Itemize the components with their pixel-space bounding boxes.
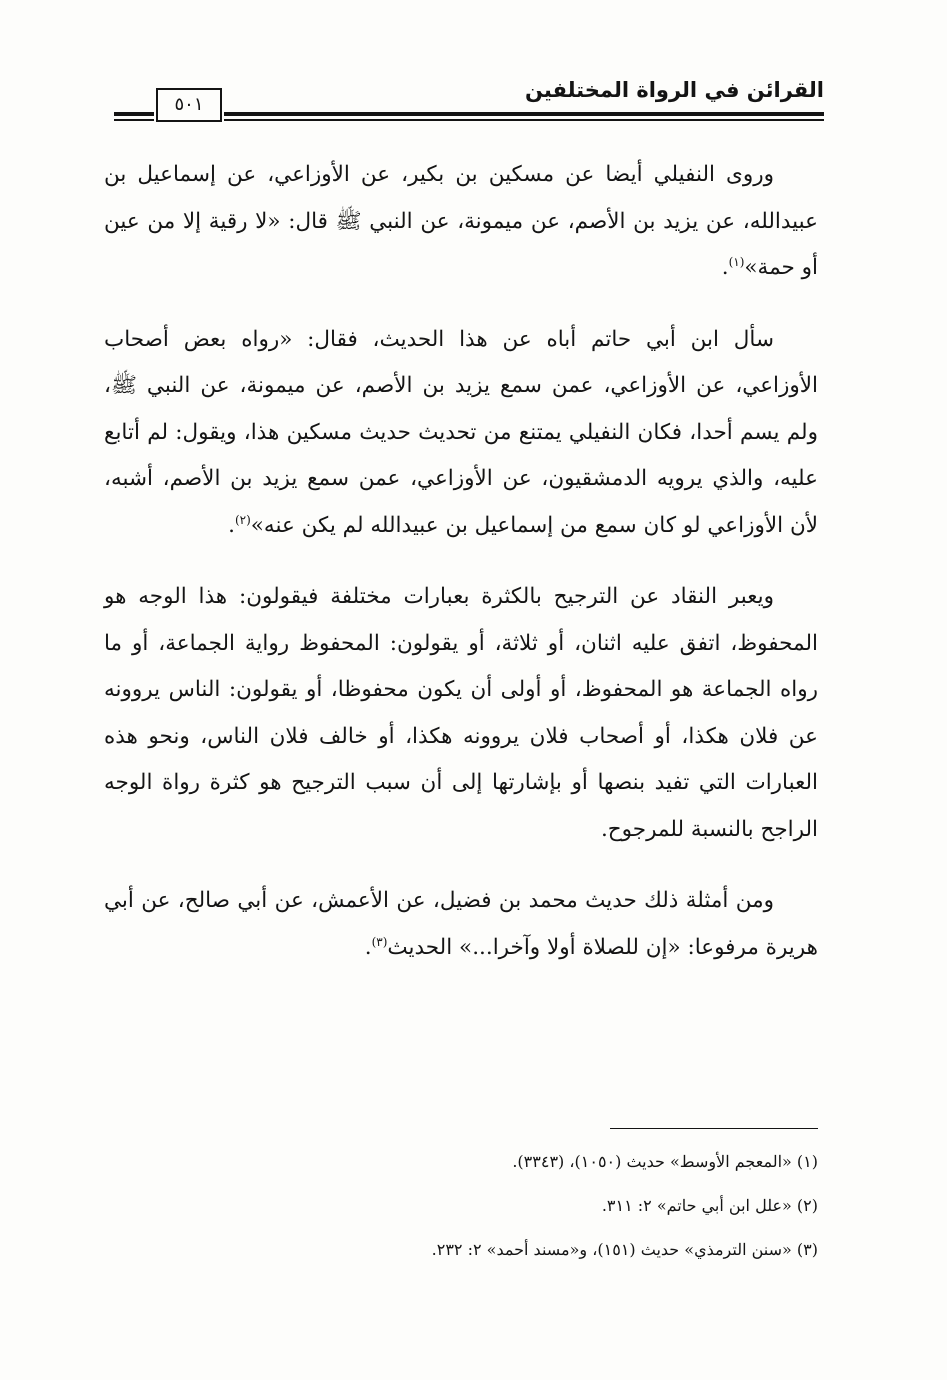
page-header [114,72,824,128]
page-number: ٥٠١ [156,88,222,122]
paragraph-text: سأل ابن أبي حاتم أباه عن هذا الحديث، فقال: «رواه بعض أصحاب الأوزاعي، عن الأوزاعي، عمن سمع يزيد بن الأصم، عن ميمونة، عن النبي ﷺ، ولم يسم أحدا، فكان النفيلي يمتنع من تحديث حديث مسكين هذا، ويقول: لم أتابع عليه، والذي يرويه الدمشقيون، عن الأوزاعي، عمن سمع يزيد بن الأصم، أشبه، لأن الأوزاعي لو كان سمع من إسماعيل بن عبيدالله لم يكن عنه» [104,326,818,538]
paragraph [104,152,818,292]
header-rule-thick [224,112,824,116]
header-rule-left-thick [114,112,154,116]
footnote-ref[interactable]: (٣) [371,934,388,949]
footnote-ref[interactable]: (١) [728,254,745,269]
footnote: (٢) «علل ابن أبي حاتم» ٢: ٣١١. [601,1196,818,1215]
header-rule-thin [224,119,824,121]
footnote: (٣) «سنن الترمذي» حديث (١٥١)، و«مسند أحمد» ٢: ٢٣٢. [431,1240,818,1259]
paragraph-text: وروى النفيلي أيضا عن مسكين بن بكير، عن الأوزاعي، عن إسماعيل بن عبيدالله، عن يزيد بن الأصم، عن ميمونة، عن النبي ﷺ قال: «لا رقية إلا من عين أو حمة» [104,162,818,280]
footnote-ref[interactable]: (٢) [234,512,251,527]
paragraph [104,574,818,853]
paragraph [104,317,818,550]
footnote: (١) «المعجم الأوسط» حديث (١٠٥٠)، (٣٣٤٣). [512,1152,818,1171]
paragraph [104,878,818,971]
paragraph-text: ويعبر النقاد عن الترجيح بالكثرة بعبارات مختلفة فيقولون: هذا الوجه هو المحفوظ، اتفق عليه اثنان، أو ثلاثة، أو يقولون: المحفوظ رواية الجماعة، أو ما رواه الجماعة هو المحفوظ، أو أولى أن يكون محفوظا، أو يقولون: الناس يروونه عن فلان هكذا، أو أصحاب فلان يروونه هكذا، أو خالف فلان الناس، ونحو هذه العبارات التي تفيد بنصها أو بإشارتها إلى أن سبب الترجيح هو كثرة رواة الوجه الراجح بالنسبة للمرجوح. [104,584,818,842]
paragraph-text: ومن أمثلة ذلك حديث محمد بن فضيل، عن الأعمش، عن أبي صالح، عن أبي هريرة مرفوعا: «إن للصلاة أولا وآخرا...» الحديث [104,888,818,960]
paragraph-tail: . [721,255,729,280]
header-rule-left-thin [114,119,154,121]
running-title: القرائن في الرواة المختلفين [525,78,824,102]
footnotes [104,1140,818,1272]
footnote-separator [610,1128,818,1129]
paragraph-tail: . [228,512,235,538]
paragraph-tail: . [364,934,372,960]
main-text [104,152,818,996]
